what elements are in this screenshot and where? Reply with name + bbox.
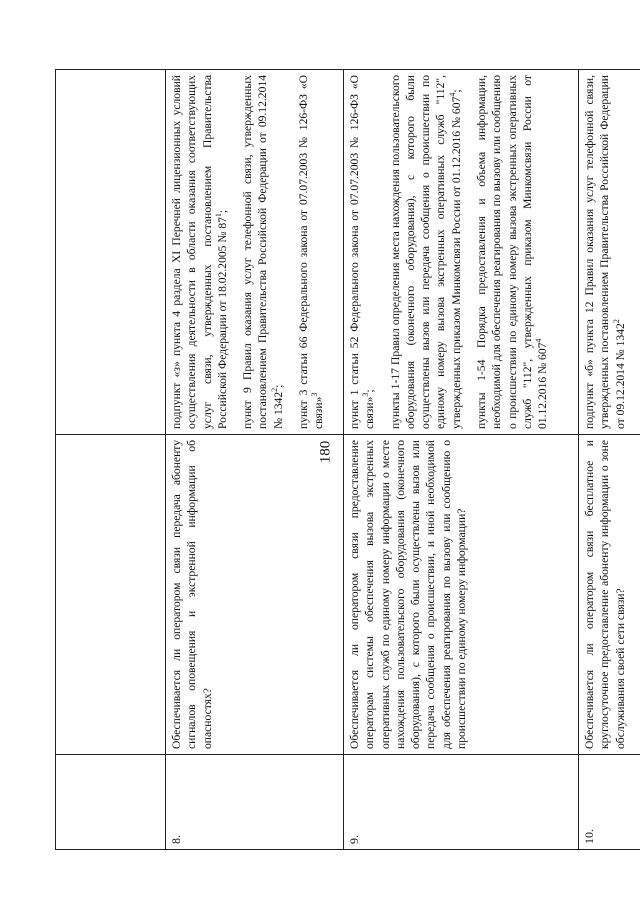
question-cell: Обеспечивается ли оператором связи передача абоненту сигналов оповещения и экстренной информации об опасностях?: [166, 435, 344, 755]
page-number: 180: [317, 440, 334, 464]
reference-cell: [579, 70, 640, 435]
table-row: [56, 70, 166, 850]
row-number: [56, 755, 166, 850]
reference-item: пункт 1 статьи 52 Федерального закона от 07.07.2003 № 126-ФЗ «О связи»$^3$;: [348, 75, 377, 429]
question-cell: Обеспечивается ли оператором связи бесплатное и круглосуточное предоставление абоненту информации о зоне обслуживания своей сети связи?: [579, 435, 640, 755]
reference-item: подпункт «з» пункта 4 раздела XI Перечней лицензионных условий осуществления деятельности в области оказания соответствующих услуг связи, утвержденных постановлением Правительства Российской Федерации от 18.02.2005 № $87^1$;: [170, 75, 229, 429]
requirements-table: [55, 69, 640, 850]
row-number: 9.: [344, 755, 579, 850]
table-row: [344, 70, 579, 850]
reference-cell: [166, 70, 344, 435]
reference-cell: [56, 70, 166, 435]
reference-item: пункты 1-54 Порядка предоставления и объема информации, необходимой для обеспечения реагирования по вызову или сообщению о происшествии по единому номеру вызова экстренных оперативных служб "112", утвержденных приказом Минкомсвязи России от 01.12.2016 № $607^4$: [475, 75, 550, 429]
reference-cell: [344, 70, 579, 435]
question-cell: Обеспечивается ли оператором связи предоставление операторам системы обеспечения вызова экстренных оперативных служб по единому номеру информации о месте нахождения пользовательского оборудования (оконечного оборудования), с которого были осуществлены вызов или передача сообщения о происшествии, и иной необходимой для обеспечения реагирования по вызову или сообщению о происшествии по единому номеру информации?: [344, 435, 579, 755]
row-number: 8.: [166, 755, 344, 850]
table-row: [166, 70, 344, 850]
table-row: [579, 70, 640, 850]
reference-item: подпункт «б» пункта 12 Правил оказания услуг телефонной связи, утвержденных постановлением Правительства Российской Федерации от 09.12.2014 № 1342$^2$: [583, 75, 627, 429]
question-cell: [56, 435, 166, 755]
row-number: 10.: [579, 755, 640, 850]
rotated-table-wrapper: [55, 70, 627, 850]
reference-item: пункт 3 статьи 66 Федерального закона от 07.07.2003 № 126-ФЗ «О связи»$^3$: [297, 75, 326, 429]
reference-item: пункты 1-17 Правил определения места нахождения пользовательского оборудования (оконечного оборудования), с которого были осуществлены вызов или передача сообщения о происшествии по единому номеру вызова экстренных оперативных служб "112", утвержденных приказом Минкомсвязи России от 01.12.2016 № $607^4$;: [388, 75, 463, 429]
reference-item: пункт 9 Правил оказания услуг телефонной связи, утвержденных постановлением Правительства Российской Федерации от 09.12.2014 № 1342$^2$;: [241, 75, 285, 429]
